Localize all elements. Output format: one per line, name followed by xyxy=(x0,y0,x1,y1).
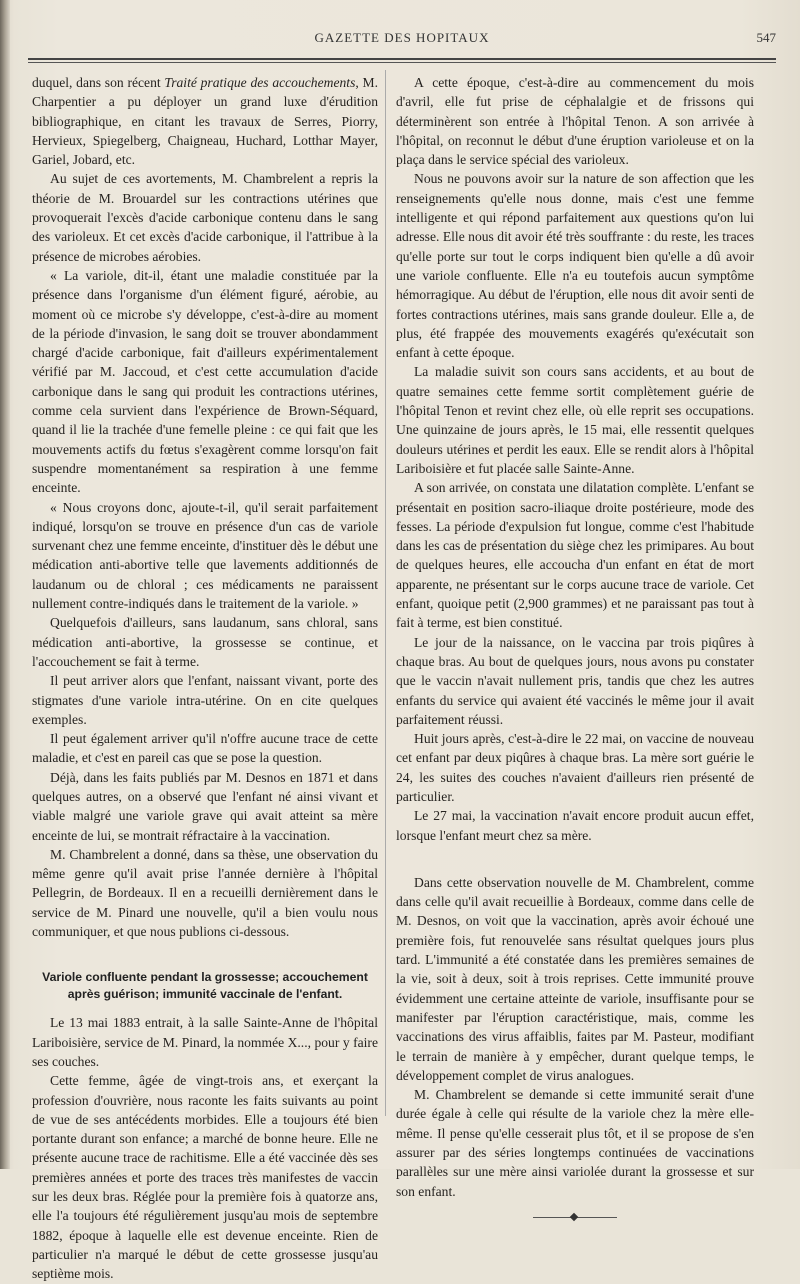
observation-paragraph: Le 13 mai 1883 entrait, à la salle Sainte-Anne de l'hôpital Lariboisière, service de M. Pinard, la nommée X..., pour y faire ses couches. xyxy=(32,1015,378,1069)
section-spacer xyxy=(396,845,754,873)
paragraph: Au sujet de ces avortements, M. Chambrelent a repris la théorie de M. Brouardel sur les contractions utérines que provoquerait l'excès d'acide carbonique contenu dans le sang des varioleux. Et cet excès d'acide carbonique, il l'attribue à la présence de microbes aérobies. xyxy=(32,171,378,264)
section-spacer xyxy=(32,941,378,969)
column-divider xyxy=(385,70,386,1116)
observation-paragraph: Cette femme, âgée de vingt-trois ans, et exerçant la profession d'ouvrière, nous raconte les faits suivants au point de vue de ses antécédents morbides. Elle a toujours été bien portante durant son enfance; a marché de bonne heure. Elle ne présente aucune trace de rachitisme. Elle a été vaccinée dès ses premières années et porte des traces très manifestes de vaccin sur les deux bras. Réglée pour la première fois à quatorze ans, elle l'a toujours été régulièrement jusqu'au mois de septembre 1882, époque à laquelle elle est devenue enceinte. Rien de particulier n'a marqué le début de cette grossesse jusqu'au septième mois. xyxy=(32,1073,378,1282)
paragraph: A cette époque, c'est-à-dire au commencement du mois d'avril, elle fut prise de céphalalgie et de frissons qui déterminèrent son entrée à l'hôpital Tenon. A son arrivée à l'hôpital, on reconnut le début d'une éruption varioleuse et on la plaça dans le service spécial des varioleux. xyxy=(396,75,754,168)
paragraph: Il peut également arriver qu'il n'offre aucune trace de cette maladie, et c'est en pareil cas que se pose la question. xyxy=(32,731,378,766)
paragraph-text: , M. Charpentier a pu déployer un grand luxe d'érudition bibliographique, en citant les travaux de Serres, Piorry, Hervieux, Spiegelberg, Chaigneau, Huchard, Lotthar Mayer, Gariel, Jobard, etc. xyxy=(32,75,378,168)
paragraph: A son arrivée, on constata une dilatation complète. L'enfant se présentait en position sacro-iliaque droite postérieure, mode des fesses. La période d'expulsion fut longue, comme c'est l'habitude dans les cas de présentation du siège chez les primipares. Au bout de quelques heures, elle accoucha d'un enfant en état de mort apparente, ne présentant sur le corps aucune trace de variole. Cet enfant, quoique petit (2,900 grammes) et ne paraissant pas tout à fait à terme, est bien constitué. xyxy=(396,480,754,631)
header-rule-thick xyxy=(28,58,776,60)
page-header xyxy=(28,30,776,50)
paragraph: Quelquefois d'ailleurs, sans laudanum, sans chloral, sans médication anti-abortive, la grossesse se continue, et l'accouchement se fait à terme. xyxy=(32,615,378,669)
paragraph: Huit jours après, c'est-à-dire le 22 mai, on vaccine de nouveau cet enfant par deux piqûres à chaque bras. La mère sort guérie le 24, les suites des couches n'avaient d'ailleurs rien présenté de particulier. xyxy=(396,731,754,804)
paragraph: Nous ne pouvons avoir sur la nature de son affection que les renseignements qu'elle nous donne, mais c'est une femme intelligente et qui répond parfaitement aux questions qu'on lui adresse. Elle nous dit avoir été très souffrante : du reste, les traces qu'elle porte sur tout le corps indiquent bien qu'elle a dû avoir une variole confluente. Elle n'a eu toutefois aucun symptôme hémorragique. Au début de l'éruption, elle nous dit avoir senti de fortes contractions utérines, mais sans grande douleur. Elle a, de plus, été frappée des mouvements exagérés qu'exécutait son enfant à cette époque. xyxy=(396,171,754,361)
paragraph: « Nous croyons donc, ajoute-t-il, qu'il serait parfaitement indiqué, lorsqu'on se trouve en présence d'un cas de variole survenant chez une femme enceinte, d'instituer dès le début une médication anti-abortive telle que lavements additionnés de laudanum ou de chloral ; ces médicaments ne paraissent nullement contre-indiqués dans le traitement de la variole. » xyxy=(32,499,378,612)
paragraph: Le jour de la naissance, on le vaccina par trois piqûres à chaque bras. Au bout de quelques jours, nous avons pu constater que le vaccin n'avait nullement pris, tandis que chez les autres enfants du service qui avaient été vaccinés le même jour il avait parfaitement réussi. xyxy=(396,634,754,727)
closing-paragraph: M. Chambrelent se demande si cette immunité serait d'une durée égale à celle qui résulte de la variole chez la mère elle-même. Il pense qu'elle cesserait plus tôt, et il se propose de s'en assurer par des séries longtemps continuées de vaccinations parallèles sur une mère ainsi variolée durant la grossesse et sur son enfant. xyxy=(396,1087,754,1199)
end-ornament-divider xyxy=(533,1215,617,1221)
paragraph: « La variole, dit-il, étant une maladie constituée par la présence dans l'organisme d'un élément figuré, aérobie, au moment où ce microbe s'y développe, c'est-à-dire au moment de la période d'invasion, le sang doit se trouver abondamment chargé d'acide carbonique, fait d'ailleurs expérimentalement vérifié par M. Jaccoud, et c'est cette accumulation d'acide carbonique dans le sang qui produit les contractions utérines, comme cela survient dans l'expérience de Brown-Séquard, quand il lie la trachée d'une femelle pleine : ce qui fait que les mouvements actifs du fœtus s'exagèrent comme lorsqu'on fait suspendre momentanément sa respiration à une femme enceinte. xyxy=(32,267,378,496)
paragraph: La maladie suivit son cours sans accidents, et au bout de quatre semaines cette femme sortit complètement guérie de l'hôpital Tenon et revint chez elle, où elle reprit ses occupations. Une quinzaine de jours après, le 15 mai, elle ressentit quelques douleurs utérines et perdit les eaux. Elle se rendit alors à l'hôpital Lariboisière et fut placée salle Sainte-Anne. xyxy=(396,364,754,476)
header-rule-thin xyxy=(28,62,776,63)
closing-paragraph: Dans cette observation nouvelle de M. Chambrelent, comme dans celle qu'il avait recueillie à Bordeaux, comme dans celle de M. Desnos, on voit que la vaccination, après avoir échoué une première fois, fut renouvelée sans résultat quelques jours plus tard. L'immunité a été constatée dans les premières semaines de la vie, soit à deux, soit à trois reprises. Cette immunité prouve évidemment une certaine atteinte de variole, insuffisante pour se manifester par l'éruption caractéristique, mais, comme les vaccinations des virus affaiblis, faites par M. Pasteur, modifiant le terrain de manière à y empêcher, durant quelque temps, le développement complet de virus analogues. xyxy=(396,874,754,1083)
page-number: 547 xyxy=(756,30,776,45)
paragraph: Déjà, dans les faits publiés par M. Desnos en 1871 et dans quelques autres, on a observé que l'enfant né ainsi vivant et viable malgré une variole grave qui avait atteint sa mère enceinte de lui, se montrait réfractaire à la vaccination. xyxy=(32,769,378,843)
paragraph: Le 27 mai, la vaccination n'avait encore produit aucun effet, lorsque l'enfant meurt chez sa mère. xyxy=(396,808,754,843)
section-spacer xyxy=(32,1003,378,1013)
left-column xyxy=(32,73,378,1284)
paragraph: Il peut arriver alors que l'enfant, naissant vivant, porte des stigmates d'une variole intra-utérine. On en cite quelques exemples. xyxy=(32,673,378,727)
paragraph: M. Chambrelent a donné, dans sa thèse, une observation du même genre qu'il avait prise l'année dernière à l'hôpital Pellegrin, de Bordeaux. Il en a recueilli dernièrement dans le service de M. Pinard une nouvelle, qu'il a bien voulu nous communiquer, et que nous publions ci-dessous. xyxy=(32,846,378,940)
diamond-icon xyxy=(570,1213,578,1221)
book-title: Traité pratique des accouchements xyxy=(164,75,356,90)
paragraph xyxy=(32,73,378,169)
journal-title: GAZETTE DES HOPITAUX xyxy=(314,30,490,45)
paragraph-text: duquel, dans son récent xyxy=(32,75,165,90)
right-column xyxy=(396,73,754,1221)
page-binding-edge xyxy=(0,0,10,1169)
observation-title: Variole confluente pendant la grossesse; accouchement après guérison; immunité vaccinale de l'enfant. xyxy=(42,970,368,1002)
